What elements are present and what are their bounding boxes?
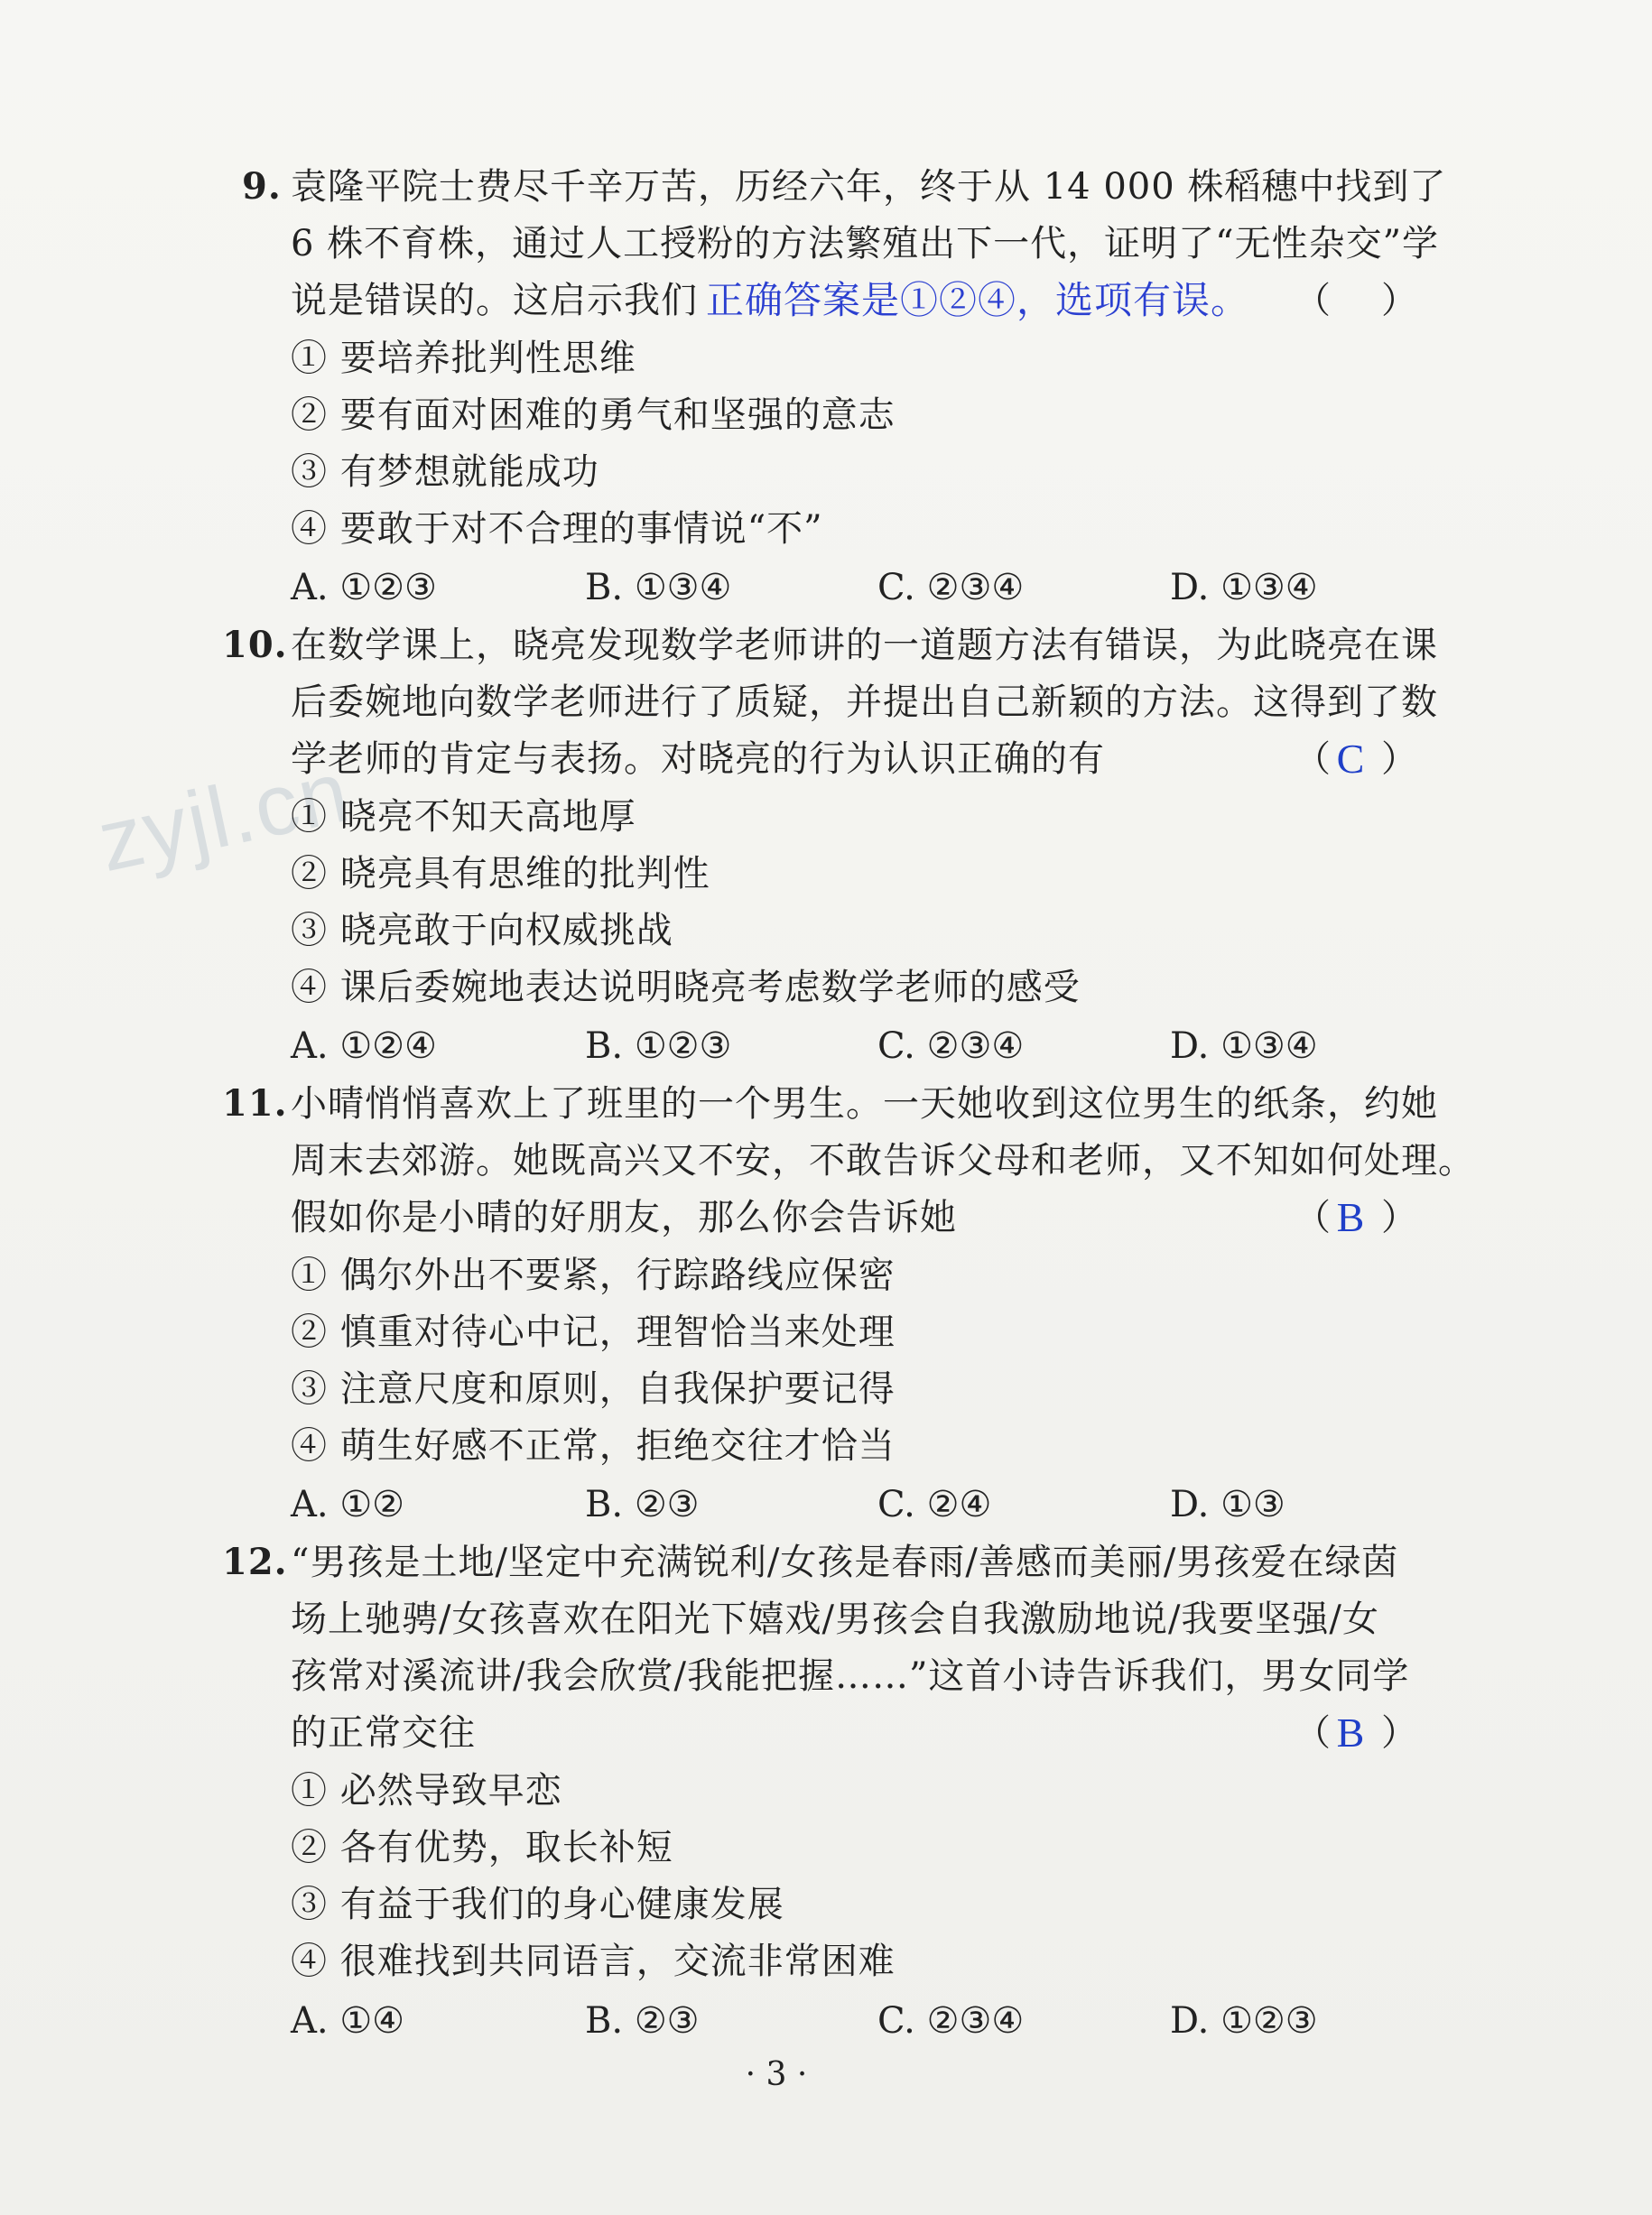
statement-3: ③ 晓亮敢于向权威挑战 bbox=[291, 910, 673, 951]
option-c: C. ②④ bbox=[877, 1484, 992, 1525]
statement-3: ③ 有梦想就能成功 bbox=[291, 451, 599, 493]
option-c: C. ②③④ bbox=[877, 1025, 1025, 1067]
answer-bracket-right: ） bbox=[1381, 280, 1417, 321]
answer-bracket-left: （ bbox=[1295, 280, 1331, 321]
question-number: 9. bbox=[242, 165, 282, 208]
page-number: · 3 · bbox=[745, 2056, 808, 2093]
answer-bracket-right: ） bbox=[1381, 738, 1417, 780]
statement-2: ② 晓亮具有思维的批判性 bbox=[291, 853, 710, 894]
question-text-line: 假如你是小晴的好朋友，那么你会告诉她 bbox=[291, 1197, 957, 1238]
answer-bracket-left: （ bbox=[1295, 738, 1331, 780]
option-b: B. ①②③ bbox=[585, 1025, 732, 1067]
option-a: A. ①④ bbox=[291, 2000, 405, 2042]
question-text-line: 6 株不育株，通过人工授粉的方法繁殖出下一代，证明了“无性杂交”学 bbox=[291, 223, 1440, 264]
question-text-line: 袁隆平院士费尽千辛万苦，历经六年，终于从 14 000 株稻穗中找到了 bbox=[291, 166, 1447, 208]
option-d: D. ①②③ bbox=[1170, 2000, 1318, 2042]
handwritten-note: 正确答案是①②④，选项有误。 bbox=[706, 278, 1250, 322]
statement-2: ② 慎重对待心中记，理智恰当来处理 bbox=[291, 1311, 896, 1353]
answer-mark: C bbox=[1336, 736, 1365, 782]
statement-1: ① 要培养批判性思维 bbox=[291, 338, 636, 379]
answer-bracket-right: ） bbox=[1381, 1197, 1417, 1238]
statement-4: ④ 萌生好感不正常，拒绝交往才恰当 bbox=[291, 1425, 896, 1467]
statement-3: ③ 有益于我们的身心健康发展 bbox=[291, 1884, 784, 1925]
option-d: D. ①③④ bbox=[1170, 1025, 1318, 1067]
option-b: B. ①③④ bbox=[585, 567, 732, 608]
question-text-line: 学老师的肯定与表扬。对晓亮的行为认识正确的有 bbox=[291, 738, 1105, 780]
statement-4: ④ 很难找到共同语言，交流非常困难 bbox=[291, 1941, 896, 1982]
question-text-line: 后委婉地向数学老师进行了质疑，并提出自己新颖的方法。这得到了数 bbox=[291, 681, 1438, 723]
question-text-line: 孩常对溪流讲/我会欣赏/我能把握……”这首小诗告诉我们，男女同学 bbox=[291, 1655, 1410, 1697]
statement-1: ① 偶尔外出不要紧，行踪路线应保密 bbox=[291, 1255, 896, 1296]
option-a: A. ①②④ bbox=[291, 1025, 437, 1067]
question-text-line: “男孩是土地/坚定中充满锐利/女孩是春雨/善感而美丽/男孩爱在绿茵 bbox=[291, 1542, 1399, 1583]
statement-2: ② 各有优势，取长补短 bbox=[291, 1827, 673, 1868]
question-text-line: 场上驰骋/女孩喜欢在阳光下嬉戏/男孩会自我激励地说/我要坚强/女 bbox=[291, 1599, 1379, 1640]
question-number: 12. bbox=[222, 1541, 288, 1583]
option-a: A. ①②③ bbox=[291, 567, 437, 608]
option-d: D. ①③ bbox=[1170, 1484, 1285, 1525]
answer-mark: B bbox=[1336, 1710, 1365, 1756]
question-text-line: 小晴悄悄喜欢上了班里的一个男生。一天她收到这位男生的纸条，约她 bbox=[291, 1083, 1438, 1125]
statement-1: ① 必然导致早恋 bbox=[291, 1770, 562, 1812]
question-text-line: 周末去郊游。她既高兴又不安，不敢告诉父母和老师，又不知如何处理。 bbox=[291, 1140, 1475, 1182]
answer-bracket-left: （ bbox=[1295, 1197, 1331, 1238]
option-d: D. ①③④ bbox=[1170, 567, 1318, 608]
option-c: C. ②③④ bbox=[877, 567, 1025, 608]
question-text-line: 在数学课上，晓亮发现数学老师讲的一道题方法有错误，为此晓亮在课 bbox=[291, 625, 1438, 666]
question-text-line: 的正常交往 bbox=[291, 1712, 476, 1754]
option-b: B. ②③ bbox=[585, 2000, 700, 2042]
option-b: B. ②③ bbox=[585, 1484, 700, 1525]
statement-1: ① 晓亮不知天高地厚 bbox=[291, 796, 636, 838]
answer-bracket-left: （ bbox=[1295, 1712, 1331, 1754]
question-text-line: 说是错误的。这启示我们 bbox=[291, 280, 698, 321]
statement-4: ④ 课后委婉地表达说明晓亮考虑数学老师的感受 bbox=[291, 967, 1081, 1008]
option-c: C. ②③④ bbox=[877, 2000, 1025, 2042]
question-number: 11. bbox=[222, 1082, 288, 1125]
statement-2: ② 要有面对困难的勇气和坚强的意志 bbox=[291, 394, 896, 436]
watermark: zyjl.cn bbox=[89, 742, 358, 891]
statement-4: ④ 要敢于对不合理的事情说“不” bbox=[291, 508, 823, 550]
question-number: 10. bbox=[222, 624, 288, 666]
option-a: A. ①② bbox=[291, 1484, 405, 1525]
answer-mark: B bbox=[1336, 1194, 1365, 1240]
statement-3: ③ 注意尺度和原则，自我保护要记得 bbox=[291, 1368, 896, 1410]
answer-bracket-right: ） bbox=[1381, 1712, 1417, 1754]
